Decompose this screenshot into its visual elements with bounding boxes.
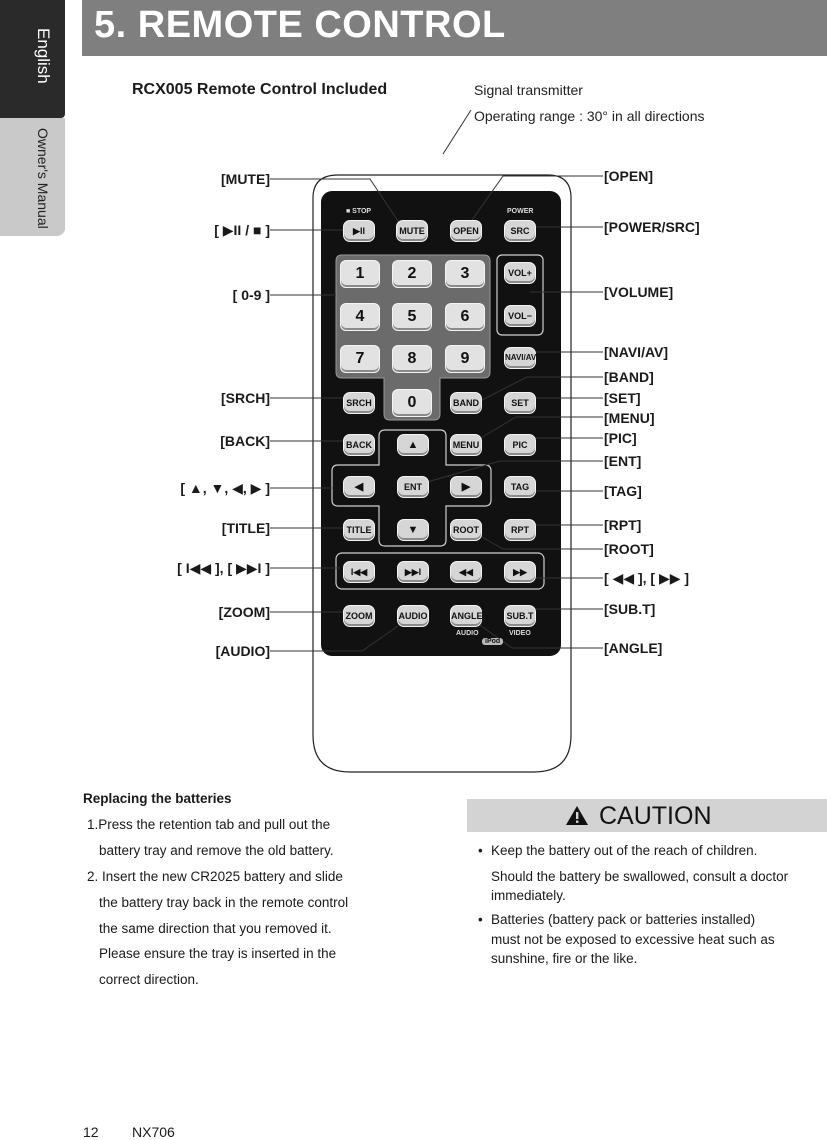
label-ent: [ENT] (604, 453, 642, 469)
label-open: [OPEN] (604, 168, 653, 184)
signal-transmitter-label: Signal transmitter (474, 82, 583, 98)
skip-next-button[interactable]: ▶▶I (397, 561, 429, 583)
caution-line: sunshine, fire or the like. (491, 951, 638, 966)
label-navi-av: [NAVI/AV] (604, 344, 669, 360)
skip-prev-button[interactable]: I◀◀ (343, 561, 375, 583)
digit-1-button[interactable]: 1 (340, 260, 380, 288)
volume-down-button[interactable]: VOL− (504, 305, 536, 327)
batteries-line: battery tray and remove the old battery. (99, 843, 334, 858)
root-button[interactable]: ROOT (450, 519, 482, 541)
band-button[interactable]: BAND (450, 392, 482, 414)
batteries-line: 1.Press the retention tab and pull out the (87, 817, 331, 832)
label-sub-t: [SUB.T] (604, 601, 656, 617)
mute-button[interactable]: MUTE (396, 220, 428, 242)
label-skip: [ I◀◀ ], [ ▶▶I ] (177, 560, 270, 576)
set-button[interactable]: SET (504, 392, 536, 414)
batteries-line: 2. Insert the new CR2025 battery and slide (87, 869, 343, 884)
power-src-button[interactable]: SRC (504, 220, 536, 242)
arrow-left-button[interactable]: ◀ (343, 476, 375, 498)
label-title: [TITLE] (221, 520, 270, 536)
volume-up-button[interactable]: VOL+ (504, 262, 536, 284)
navi-av-button[interactable]: NAVI/AV (504, 347, 536, 369)
digit-9-button[interactable]: 9 (445, 345, 485, 373)
label-mute: [MUTE] (221, 171, 270, 187)
caution-banner (467, 799, 827, 832)
bullet-icon: • (478, 912, 483, 927)
caution-line: Should the battery be swallowed, consult a doctor (491, 869, 789, 884)
model-name: NX706 (132, 1124, 175, 1140)
bullet-icon: • (478, 843, 483, 858)
batteries-line: Please ensure the tray is inserted in the (99, 946, 337, 961)
open-button[interactable]: OPEN (450, 220, 482, 242)
label-root: [ROOT] (604, 541, 654, 557)
stop-caption: ■ STOP (346, 208, 372, 215)
title-button[interactable]: TITLE (343, 519, 375, 541)
sub-t-button[interactable]: SUB.T (504, 605, 536, 627)
label-set: [SET] (604, 390, 641, 406)
tag-button[interactable]: TAG (504, 476, 536, 498)
rpt-button[interactable]: RPT (504, 519, 536, 541)
caution-title: CAUTION (599, 802, 712, 830)
page-number: 12 (83, 1124, 99, 1140)
digit-2-button[interactable]: 2 (392, 260, 432, 288)
ipod-caption: iPod (482, 638, 503, 645)
manual-tab-label: Owner's Manual (35, 128, 51, 229)
batteries-line: the same direction that you removed it. (99, 921, 332, 936)
label-menu: [MENU] (604, 410, 655, 426)
pic-button[interactable]: PIC (504, 434, 536, 456)
caution-line: immediately. (491, 888, 566, 903)
back-button[interactable]: BACK (343, 434, 375, 456)
audio-caption: AUDIO (456, 630, 479, 637)
batteries-heading: Replacing the batteries (83, 791, 232, 806)
label-srch: [SRCH] (221, 390, 270, 406)
menu-button[interactable]: MENU (450, 434, 482, 456)
label-volume: [VOLUME] (604, 284, 674, 300)
label-rpt: [RPT] (604, 517, 642, 533)
audio-button[interactable]: AUDIO (397, 605, 429, 627)
batteries-line: correct direction. (99, 972, 199, 987)
play-pause-button[interactable]: ▶II (343, 220, 375, 242)
label-digits: [ 0-9 ] (232, 287, 270, 303)
label-tag: [TAG] (604, 483, 642, 499)
label-arrows: [ ▲, ▼, ◀, ▶ ] (180, 480, 270, 496)
angle-button[interactable]: ANGLE (450, 605, 482, 627)
label-back: [BACK] (220, 433, 270, 449)
digit-4-button[interactable]: 4 (340, 303, 380, 331)
caution-line: must not be exposed to excessive heat such as (491, 932, 775, 947)
label-rew-ff: [ ◀◀ ], [ ▶▶ ] (604, 570, 690, 586)
arrow-up-button[interactable]: ▲ (397, 434, 429, 456)
remote-model-heading: RCX005 Remote Control Included (132, 81, 388, 98)
fast-forward-button[interactable]: ▶▶ (504, 561, 536, 583)
caution-line: Keep the battery out of the reach of children. (491, 843, 758, 858)
zoom-button[interactable]: ZOOM (343, 605, 375, 627)
section-title: 5. REMOTE CONTROL (94, 4, 506, 46)
srch-button[interactable]: SRCH (343, 392, 375, 414)
digit-5-button[interactable]: 5 (392, 303, 432, 331)
rewind-button[interactable]: ◀◀ (450, 561, 482, 583)
label-band: [BAND] (604, 369, 654, 385)
language-tab-label: English (34, 28, 53, 84)
digit-0-button[interactable]: 0 (392, 389, 432, 417)
label-angle: [ANGLE] (604, 640, 663, 656)
label-audio: [AUDIO] (215, 643, 270, 659)
label-play-stop: [ ▶II / ■ ] (214, 222, 270, 238)
arrow-right-button[interactable]: ▶ (450, 476, 482, 498)
operating-range-label: Operating range : 30° in all directions (474, 108, 705, 124)
warning-icon (565, 805, 589, 826)
label-zoom: [ZOOM] (218, 604, 270, 620)
label-pic: [PIC] (604, 430, 637, 446)
digit-8-button[interactable]: 8 (392, 345, 432, 373)
ent-button[interactable]: ENT (397, 476, 429, 498)
digit-7-button[interactable]: 7 (340, 345, 380, 373)
arrow-down-button[interactable]: ▼ (397, 519, 429, 541)
digit-3-button[interactable]: 3 (445, 260, 485, 288)
digit-6-button[interactable]: 6 (445, 303, 485, 331)
label-power-src: [POWER/SRC] (604, 219, 700, 235)
power-caption: POWER (507, 208, 534, 215)
caution-line: Batteries (battery pack or batteries installed) (491, 912, 756, 927)
batteries-line: the battery tray back in the remote control (99, 895, 349, 910)
video-caption: VIDEO (509, 630, 531, 637)
